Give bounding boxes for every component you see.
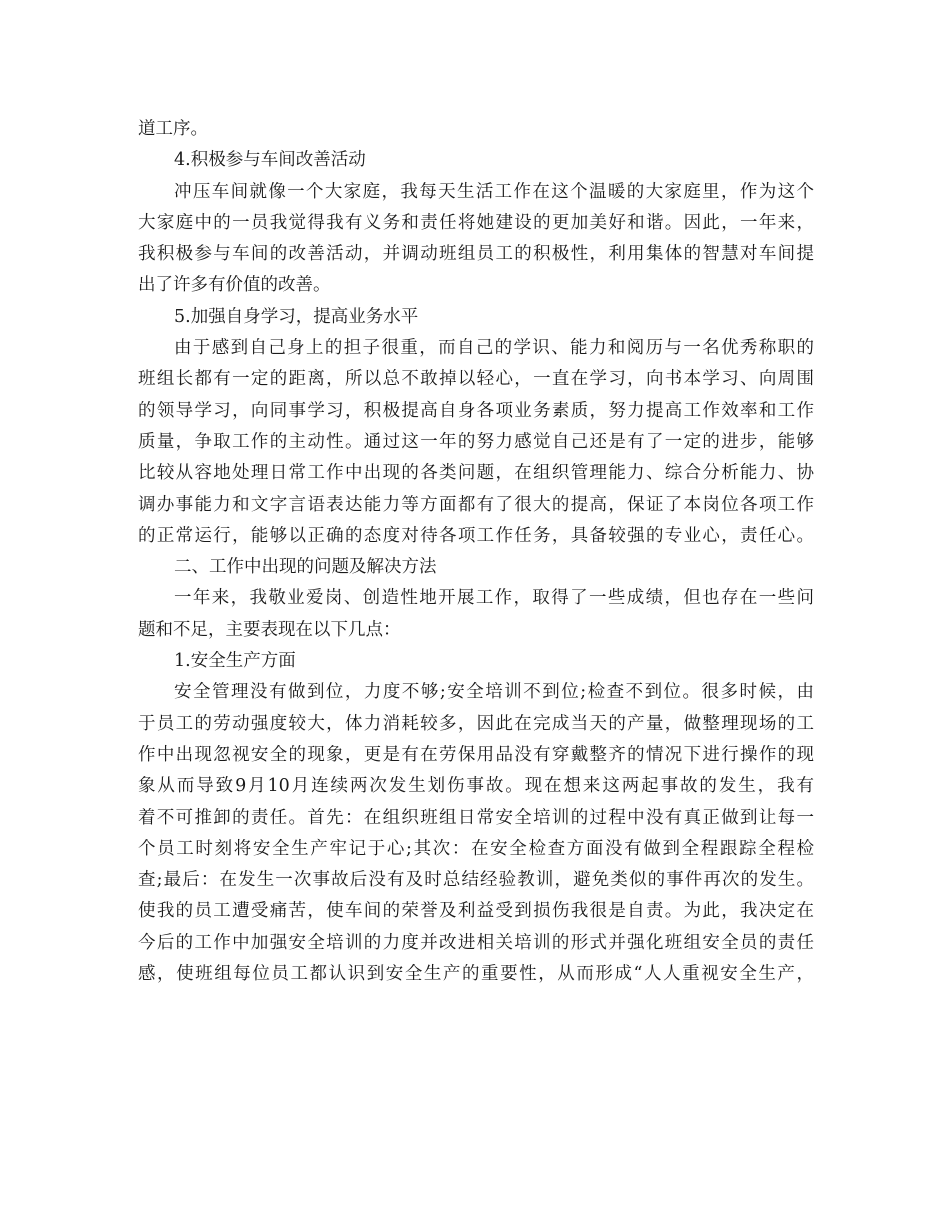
text-line: 调办事能力和文字言语表达能力等方面都有了很大的提高，保证了本岗位各项工作: [138, 494, 814, 515]
text-line: 的领导学习，向同事学习，积极提高自身各项业务素质，努力提高工作效率和工作: [138, 400, 814, 421]
text-line: 一年来，我敬业爱岗、创造性地开展工作，取得了一些成绩，但也存在一些问: [174, 588, 814, 609]
text-line: 质量，争取工作的主动性。通过这一年的努力感觉自己还是有了一定的进步，能够: [138, 431, 814, 452]
text-line: 使我的员工遭受痛苦，使车间的荣誉及利益受到损伤我很是自责。为此，我决定在: [138, 901, 814, 922]
text-line: 安全管理没有做到位，力度不够;安全培训不到位;检查不到位。很多时候，由: [174, 682, 814, 703]
text-line: 着不可推卸的责任。首先：在组织班组日常安全培训的过程中没有真正做到让每一: [138, 807, 814, 828]
text-line: 的正常运行，能够以正确的态度对待各项工作任务，具备较强的专业心，责任心。: [138, 525, 814, 546]
text-line: 我积极参与车间的改善活动，并调动班组员工的积极性，利用集体的智慧对车间提: [138, 244, 814, 265]
text-line: 今后的工作中加强安全培训的力度并改进相关培训的形式并强化班组安全员的责任: [138, 932, 814, 953]
document-body: [138, 114, 814, 990]
text-line: 由于感到自己身上的担子很重，而自己的学识、能力和阅历与一名优秀称职的: [174, 338, 814, 359]
text-line: 1.安全生产方面: [174, 651, 296, 672]
text-line: 班组长都有一定的距离，所以总不敢掉以轻心，一直在学习，向书本学习、向周围: [138, 369, 814, 390]
text-line: 冲压车间就像一个大家庭，我每天生活工作在这个温暖的大家庭里，作为这个: [174, 181, 814, 202]
text-line: 作中出现忽视安全的现象，更是有在劳保用品没有穿戴整齐的情况下进行操作的现: [138, 744, 814, 765]
text-line: 比较从容地处理日常工作中出现的各类问题，在组织管理能力、综合分析能力、协: [138, 463, 814, 484]
text-line: 4.积极参与车间改善活动: [174, 150, 366, 171]
text-line: 于员工的劳动强度较大，体力消耗较多，因此在完成当天的产量，做整理现场的工: [138, 713, 814, 734]
text-line: 个员工时刻将安全生产牢记于心;其次：在安全检查方面没有做到全程跟踪全程检: [138, 838, 814, 859]
text-line: 感，使班组每位员工都认识到安全生产的重要性，从而形成“人人重视安全生产，: [138, 964, 814, 985]
text-line: 出了许多有价值的改善。: [138, 275, 331, 296]
text-line: 查;最后：在发生一次事故后没有及时总结经验教训，避免类似的事件再次的发生。: [138, 870, 814, 891]
text-line: 二、工作中出现的问题及解决方法: [174, 557, 437, 578]
text-line: 5.加强自身学习，提高业务水平: [174, 306, 419, 327]
text-line: 题和不足，主要表现在以下几点：: [138, 619, 401, 640]
text-line: 道工序。: [138, 119, 208, 139]
text-line: 象从而导致9月10月连续两次发生划伤事故。现在想来这两起事故的发生，我有: [138, 776, 814, 797]
text-line: 大家庭中的一员我觉得我有义务和责任将她建设的更加美好和谐。因此，一年来，: [138, 212, 814, 233]
